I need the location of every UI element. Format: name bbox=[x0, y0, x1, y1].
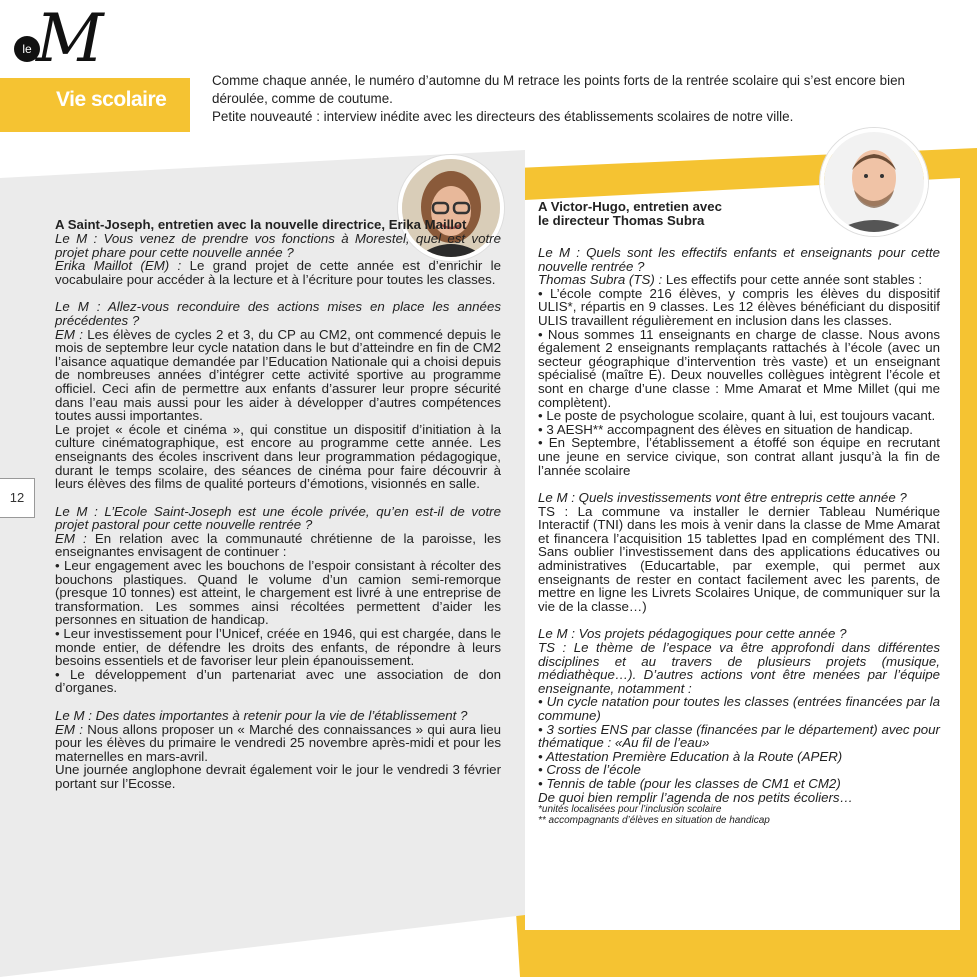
left-answer-2-prefix: EM : bbox=[55, 326, 83, 342]
right-list-item: • Nous sommes 11 enseignants en charge de classe. Nous avons également 2 enseignants remplaçants rattachés à l’école (avec un secteur géographique d’intervention très vaste) et un enseignant spécialisé (maître E). Deux nouvelles collègues intègrent l’école et sont en charge d’une classe : Mme Amarat et Mme Millet (qui me complètent). bbox=[538, 326, 940, 410]
left-answer-1 bbox=[55, 259, 501, 286]
logo-prefix: le bbox=[14, 36, 40, 62]
right-heading-line-2: le directeur Thomas Subra bbox=[538, 213, 705, 228]
left-list-item: • Leur investissement pour l’Unicef, créée en 1946, qui est chargée, dans le monde entier, de défendre les droits des enfants, de répondre à leurs besoins essentiels et de favoriser leur plein épanouissement. bbox=[55, 626, 501, 669]
right-list-item: • Cross de l’école bbox=[538, 762, 641, 778]
footnote-2: ** accompagnants d’élèves en situation de handicap bbox=[538, 815, 770, 827]
section-tag bbox=[0, 78, 190, 132]
left-question-3: Le M : L’Ecole Saint-Joseph est une école privée, qu’en est-il de votre projet pastoral pour cette nouvelle rentrée ? bbox=[55, 503, 501, 533]
right-list-item: • 3 AESH** accompagnent des élèves en situation de handicap. bbox=[538, 421, 914, 437]
left-answer-4 bbox=[55, 723, 501, 764]
right-list-item: • Le poste de psychologue scolaire, quant à lui, est toujours vacant. bbox=[538, 408, 936, 424]
right-answer-1-prefix: Thomas Subra (TS) : bbox=[538, 272, 663, 288]
right-heading bbox=[538, 200, 940, 228]
right-answer-1-text: Les effectifs pour cette année sont stables : bbox=[662, 272, 923, 288]
left-answer-2b: Le projet « école et cinéma », qui constitue un dispositif d’initiation à la culture cinématographique, est encore au programme cette année. Les enseignants des écoles inscrivent dans leur programmation pédagogique, durant le temps scolaire, des séances de cinéma pour faire découvrir à leurs élèves des films de qualité porteurs d’émotions, visionnés en salle. bbox=[55, 421, 501, 492]
right-question-3: Le M : Vos projets pédagogiques pour cette année ? bbox=[538, 626, 847, 642]
right-answer-3-text: Le thème de l’espace va être approfondi dans différentes disciplines et au travers de plusieurs projets (musique, médiathèque…). D’autres actions vont être menées par l’équipe enseignante, notamment : bbox=[538, 640, 940, 696]
left-article bbox=[55, 218, 501, 791]
left-answer-3-text: En relation avec la communauté chrétienne de la paroisse, les enseignantes envisagent de continuer : bbox=[55, 530, 501, 560]
right-article bbox=[538, 200, 940, 826]
left-answer-2 bbox=[55, 328, 501, 423]
right-answer-3-prefix: TS : bbox=[538, 640, 567, 656]
left-question-2: Le M : Allez-vous reconduire des actions mises en place les années précédentes ? bbox=[55, 299, 501, 328]
right-answer-3 bbox=[538, 641, 940, 695]
right-question-1: Le M : Quels sont les effectifs enfants et enseignants pour cette nouvelle rentrée ? bbox=[538, 245, 940, 274]
left-list-item: • Le développement d’un partenariat avec une association de don d’organes. bbox=[55, 666, 501, 696]
page-number: 12 bbox=[0, 478, 35, 518]
section-label: Vie scolaire bbox=[56, 88, 167, 111]
right-heading-line-1: A Victor-Hugo, entretien avec bbox=[538, 199, 722, 214]
left-question-1: Le M : Vous venez de prendre vos fonctions à Morestel, quel est votre projet phare pour cette nouvelle année ? bbox=[55, 231, 501, 260]
right-answer-2: TS : La commune va installer le dernier Tableau Numérique Interactif (TNI) dans les mois à venir dans la classe de Mme Amarat et financera l’acquisition 15 tablettes Ipad en complément des TNI. Sans oublier l’investissement dans des applications éducatives ou administratives (Educartable, par exemple, qui permet aux enseignants de rester en contact facilement avec les parents, de mettre en ligne les Livrets Scolaires Unique, de communiquer sur la vie de la classe…) bbox=[538, 503, 940, 614]
left-answer-1-prefix: Erika Maillot (EM) : bbox=[55, 258, 182, 274]
intro-line-1: Comme chaque année, le numéro d’automne du M retrace les points forts de la rentrée scolaire qui s’est encore bien déroulée, comme de coutume. bbox=[212, 73, 905, 106]
intro-line-2: Petite nouveauté : interview inédite avec les directeurs des établissements scolaires de notre ville. bbox=[212, 109, 794, 124]
right-list-item: • 3 sorties ENS par classe (financées par le département) avec pour thématique : «Au fil de l’eau» bbox=[538, 721, 940, 751]
right-list-item: • Attestation Première Education à la Route (APER) bbox=[538, 748, 843, 764]
left-heading: A Saint-Joseph, entretien avec la nouvelle directrice, Erika Maillot bbox=[55, 217, 467, 232]
right-list-item: • Un cycle natation pour toutes les classes (entrées financées par la commune) bbox=[538, 694, 940, 723]
left-answer-2-text: Les élèves de cycles 2 et 3, du CP au CM2, ont commencé depuis le mois de septembre leur cycle natation dans le but d’atteindre en fin de CM2 l’aisance aquatique demandée par l’Education Nationale qui a choisi depuis de nombreuses années d’intégrer cette activité sportive au programme officiel. Ceci afin de permettre aux enfants d’assurer leur propre sécurité dans l’eau mais aussi pour les aider à développer d’autres compétences toutes aussi importantes. bbox=[55, 326, 501, 424]
left-question-4: Le M : Des dates importantes à retenir pour la vie de l’établissement ? bbox=[55, 708, 468, 723]
left-answer-1-text: Le grand projet de cette année est d’enrichir le vocabulaire pour accéder à la lecture et à l’écriture pour toutes les classes. bbox=[55, 258, 502, 287]
right-answer-3-end: De quoi bien remplir l’agenda de nos petits écoliers… bbox=[538, 789, 853, 805]
right-answer-1 bbox=[538, 273, 940, 287]
intro-text bbox=[212, 72, 942, 126]
right-list-item: • L’école compte 216 élèves, y compris les élèves du dispositif ULIS*, répartis en 9 classes. Les 12 élèves bénéficiant du dispositif ULIS travaillent régulièrement en inclusion dans les classes. bbox=[538, 285, 940, 328]
footnote-1: *unités localisées pour l’inclusion scolaire bbox=[538, 804, 722, 816]
footnotes bbox=[538, 804, 940, 826]
left-answer-4b: Une journée anglophone devrait également voir le jour le vendredi 3 février portant sur l’Ecosse. bbox=[55, 762, 501, 791]
left-list-item: • Leur engagement avec les bouchons de l’espoir consistant à récolter des bouchons plastiques. Quand le volume d’un camion semi-remorque (presque 10 tonnes) est atteint, le chargement est livré à une entreprise de transformation. Les sommes ainsi récoltées permettent d’aider les personnes en situation de handicap. bbox=[55, 558, 501, 628]
logo-letter: M bbox=[36, 0, 104, 77]
left-answer-3 bbox=[55, 532, 501, 559]
right-list-item: • Tennis de table (pour les classes de CM1 et CM2) bbox=[538, 775, 841, 791]
left-answer-4-prefix: EM : bbox=[55, 721, 83, 737]
right-question-2: Le M : Quels investissements vont être entrepris cette année ? bbox=[538, 490, 907, 506]
left-answer-4-text: Nous allons proposer un « Marché des connaissances » qui aura lieu pour les élèves du primaire le vendredi 25 novembre après-midi et pour les maternelles en mars-avril. bbox=[55, 721, 501, 764]
left-answer-3-prefix: EM : bbox=[55, 530, 87, 546]
right-list-item: • En Septembre, l’établissement a étoffé son équipe en recrutant une jeune en service civique, son contrat allant jusqu’à la fin de l’année scolaire bbox=[538, 435, 940, 478]
magazine-logo bbox=[14, 0, 104, 84]
